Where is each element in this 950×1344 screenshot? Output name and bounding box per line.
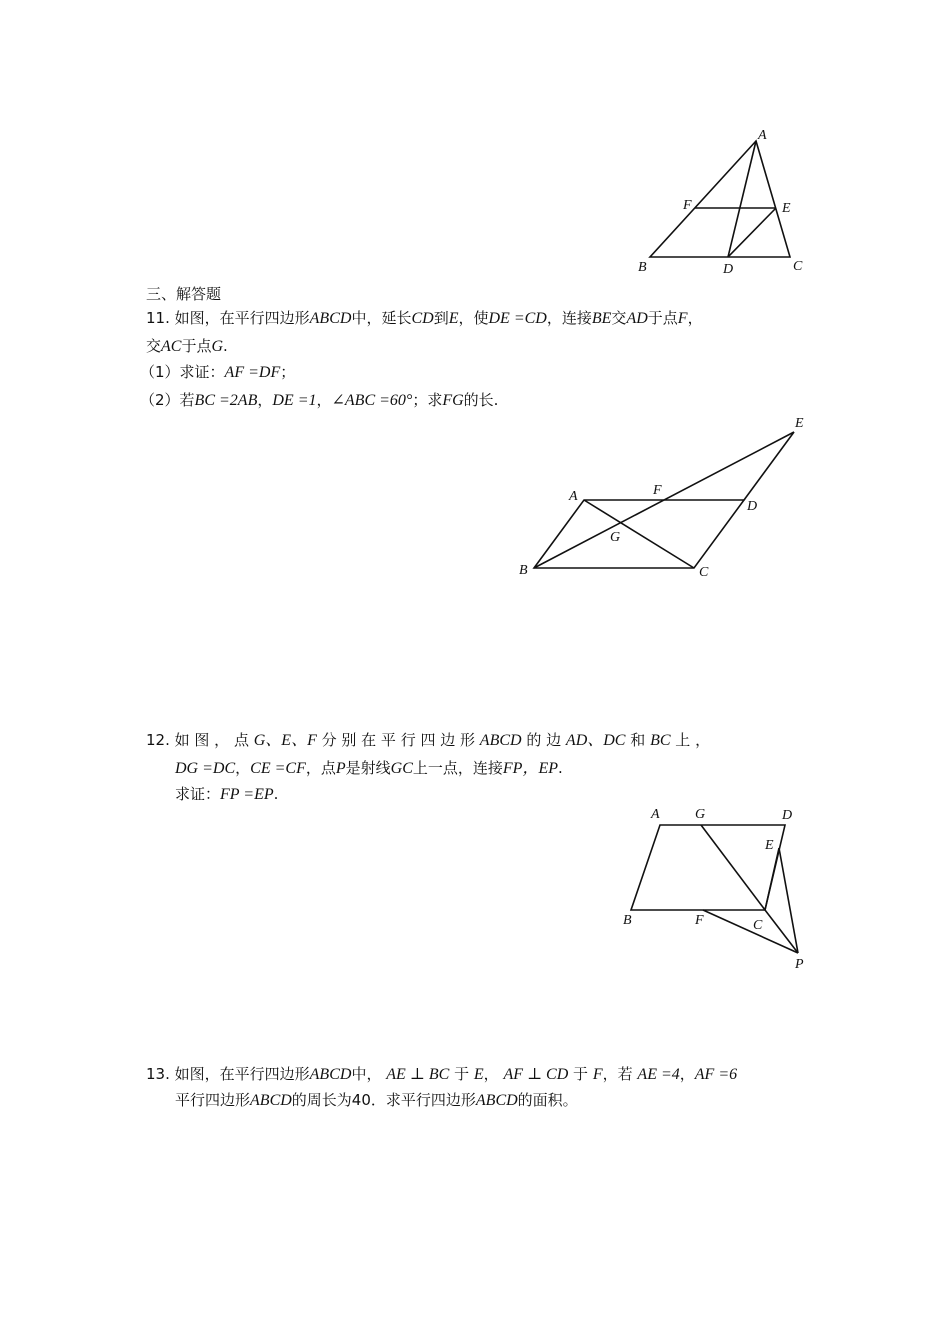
q12-text-2b: 是射线: [345, 759, 391, 777]
q11-text-2c: .: [223, 337, 228, 355]
q13-text-2c: 的面积。: [517, 1091, 578, 1109]
q12-text-c: 的 边: [526, 731, 562, 749]
q12-proof: [175, 784, 278, 805]
q11-p2-cond2: DE =1: [272, 392, 317, 409]
q13-abcd3: ABCD: [475, 1092, 518, 1109]
q13-text-f: ，若: [602, 1065, 633, 1083]
segment-ep: [779, 848, 798, 953]
label-g: G: [610, 530, 621, 545]
q11-p2-label: （2）若: [140, 391, 195, 409]
q13-f: F: [592, 1066, 603, 1083]
label-d: D: [782, 808, 793, 823]
label-f: F: [695, 913, 704, 928]
label-c: C: [793, 259, 803, 274]
q11-p1-label: （1）求证：: [140, 363, 225, 381]
q11-line1: [146, 308, 703, 329]
q12-p: P: [335, 760, 346, 777]
q11-text-2b: 于点: [181, 337, 212, 355]
q11-p2-c: 的长.: [463, 391, 499, 409]
q12-proof-end: .: [273, 785, 279, 803]
q12-line1: [146, 730, 710, 751]
label-p: P: [795, 957, 804, 972]
q13-abcd: ABCD: [309, 1066, 352, 1083]
q12-text-b: 分 别 在 平 行 四 边 形: [321, 731, 476, 749]
label-f: F: [653, 483, 662, 498]
q12-text-2a: ，点: [305, 759, 336, 777]
q13-line2: [175, 1090, 578, 1111]
label-d: D: [723, 262, 734, 277]
q12-text-2d: .: [558, 759, 563, 777]
q11-p2-b: ；求: [412, 391, 443, 409]
q13-af6: AF =6: [694, 1066, 738, 1083]
q12-text-a: 如 图 ， 点: [174, 731, 249, 749]
q12-dg-dc: DG =DC: [175, 760, 236, 777]
q11-text-d: ，使: [458, 309, 489, 327]
q11-text-h: ，: [687, 309, 703, 327]
q11-fg: FG: [442, 392, 464, 409]
q11-text-e: ，连接: [546, 309, 592, 327]
q11-text-g: 于点: [647, 309, 678, 327]
q13-text-b: 中，: [351, 1065, 382, 1083]
q12-fp-ep: FP，EP: [502, 760, 559, 777]
q11-be: BE: [591, 310, 612, 327]
section-title: 三、解答题: [146, 285, 222, 303]
label-a: A: [651, 807, 660, 822]
label-a: A: [569, 489, 578, 504]
q11-p2-sep2: ，: [316, 391, 332, 409]
q12-bc: BC: [650, 732, 671, 749]
q11-text-a: 如图，在平行四边形: [174, 309, 310, 327]
q11-p1-end: ；: [280, 363, 296, 381]
q13-text-c: 于: [454, 1065, 470, 1083]
q13-abcd2: ABCD: [250, 1092, 292, 1109]
q13-line1: [146, 1064, 737, 1085]
parallelogram-abcd: [631, 825, 785, 910]
label-b: B: [519, 563, 528, 578]
q11-p1-eq: AF =DF: [224, 364, 281, 381]
q11-part1: [140, 362, 295, 383]
label-a: A: [758, 128, 767, 143]
parallelogram-figure-12: [615, 800, 815, 980]
q12-sep: ，: [235, 759, 251, 777]
q12-proof-eq: FP =EP: [220, 786, 274, 803]
q11-p2-cond1: BC =2AB: [194, 392, 258, 409]
q12-ad-dc: AD、DC: [565, 732, 626, 749]
q11-text-f: 交: [611, 309, 627, 327]
q13-ae4: AE =4: [637, 1066, 680, 1083]
label-e: E: [795, 416, 804, 431]
q12-line2: [175, 758, 563, 779]
parallelogram-figure-11: [512, 410, 817, 585]
q12-gc: GC: [390, 760, 413, 777]
triangle-figure: [630, 125, 810, 280]
q13-af-cd: AF ⊥ CD: [503, 1066, 569, 1083]
label-d: D: [747, 499, 758, 514]
segment-de-ext: [744, 432, 794, 500]
q11-line2: [146, 336, 228, 357]
q11-e: E: [448, 310, 459, 327]
label-e: E: [765, 838, 774, 853]
q13-number: 13.: [146, 1065, 170, 1083]
q11-p2-sep1: ，: [257, 391, 273, 409]
q12-gef: G、E、F: [253, 732, 317, 749]
q11-p2-cond3: ∠ABC =60°: [331, 392, 413, 409]
q13-text-g: ，: [679, 1065, 695, 1083]
segment-cp: [765, 910, 798, 953]
q11-text-c: 到: [433, 309, 449, 327]
q12-text-d: 和: [630, 731, 646, 749]
q11-f: F: [677, 310, 688, 327]
q12-proof-label: 求证：: [175, 785, 221, 803]
q11-abcd: ABCD: [309, 310, 352, 327]
q12-number: 12.: [146, 731, 170, 749]
q12-text-e: 上 ，: [675, 731, 711, 749]
q13-text-d: ，: [483, 1065, 499, 1083]
q12-abcd: ABCD: [479, 732, 522, 749]
segment-ad: [728, 141, 756, 257]
label-g: G: [695, 807, 706, 822]
label-b: B: [623, 913, 632, 928]
triangle-abc: [650, 141, 790, 257]
label-b: B: [638, 260, 647, 275]
q13-e: E: [473, 1066, 484, 1083]
q11-ac: AC: [161, 338, 182, 355]
segment-ce: [765, 848, 779, 910]
segment-fp: [703, 910, 798, 953]
label-c: C: [753, 918, 763, 933]
q11-g: G: [211, 338, 224, 355]
q11-number: 11.: [146, 309, 170, 327]
q11-cd: CD: [411, 310, 434, 327]
segment-gc: [701, 825, 765, 910]
q13-ae-bc: AE ⊥ BC: [386, 1066, 450, 1083]
q13-text-2b: 的周长为40．求平行四边形: [291, 1091, 476, 1109]
q13-text-e: 于: [573, 1065, 589, 1083]
q11-text-b: 中，延长: [351, 309, 412, 327]
label-c: C: [699, 565, 709, 580]
q13-text-2a: 平行四边形: [175, 1091, 251, 1109]
q11-text-2a: 交: [146, 337, 162, 355]
q13-text-a: 如图，在平行四边形: [174, 1065, 310, 1083]
q12-ce-cf: CE =CF: [250, 760, 306, 777]
q11-part2: [140, 390, 498, 411]
q11-de-cd: DE =CD: [488, 310, 547, 327]
label-f: F: [683, 198, 692, 213]
label-e: E: [782, 201, 791, 216]
q11-ad: AD: [626, 310, 648, 327]
q12-text-2c: 上一点，连接: [412, 759, 503, 777]
segment-de: [728, 208, 776, 257]
